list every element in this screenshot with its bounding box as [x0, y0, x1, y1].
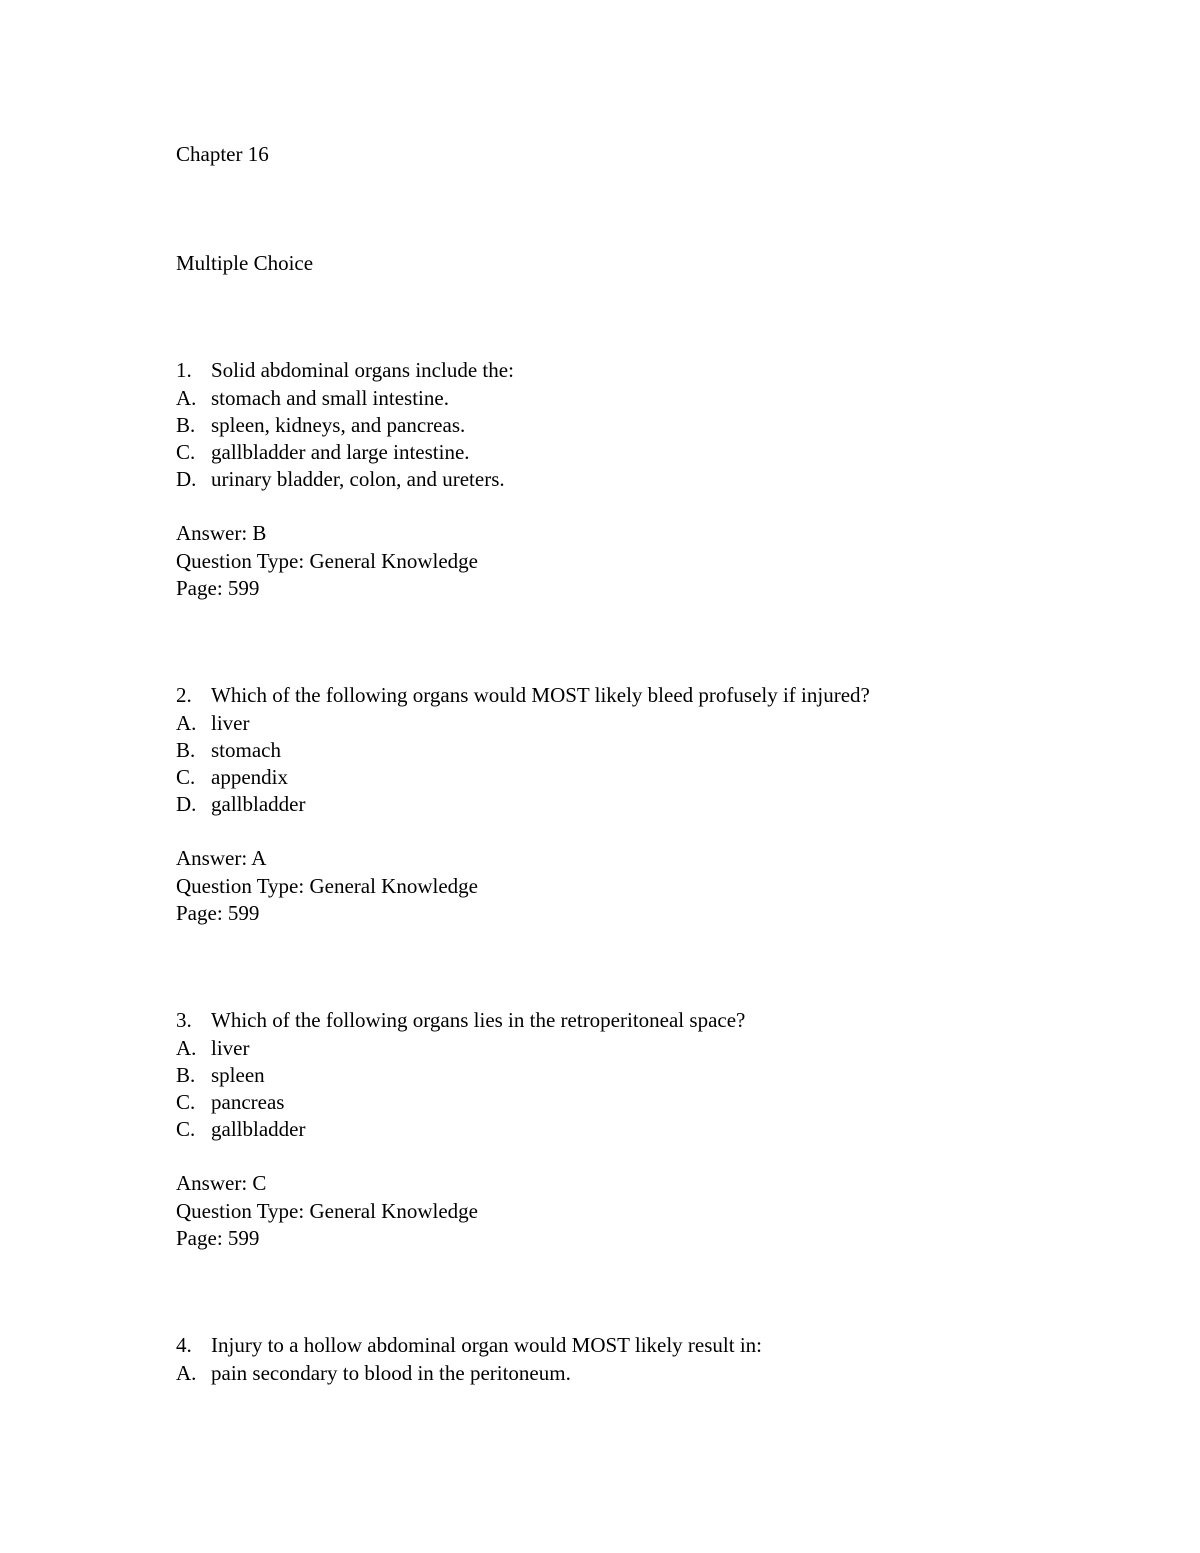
option-3c	[176, 1089, 284, 1116]
option-text: urinary bladder, colon, and ureters.	[211, 467, 505, 491]
question-4	[176, 1332, 762, 1359]
answer-1: Answer: B	[176, 521, 267, 545]
question-text: Which of the following organs lies in the retroperitoneal space?	[211, 1008, 746, 1032]
question-text: Injury to a hollow abdominal organ would MOST likely result in:	[211, 1333, 763, 1357]
option-letter: C.	[176, 765, 196, 789]
question-number: 1.	[176, 358, 192, 382]
page-ref-3: Page: 599	[176, 1226, 260, 1250]
answer-2: Answer: A	[176, 846, 267, 870]
option-letter: A.	[176, 1036, 197, 1060]
section-heading: Multiple Choice	[176, 251, 314, 275]
option-text: gallbladder	[211, 1117, 306, 1141]
option-text: stomach and small intestine.	[211, 386, 449, 410]
option-text: pancreas	[211, 1090, 285, 1114]
page-ref-1: Page: 599	[176, 576, 260, 600]
option-2c	[176, 764, 288, 791]
option-2b	[176, 737, 281, 764]
question-2	[176, 682, 870, 709]
question-number: 4.	[176, 1333, 192, 1357]
option-1c	[176, 439, 470, 466]
option-text: liver	[211, 1036, 250, 1060]
answer-3: Answer: C	[176, 1171, 267, 1195]
option-letter: B.	[176, 738, 196, 762]
option-letter: C.	[176, 1117, 196, 1141]
option-text: spleen	[211, 1063, 265, 1087]
option-3d	[176, 1116, 305, 1143]
option-3b	[176, 1062, 265, 1089]
option-text: pain secondary to blood in the peritoneum.	[211, 1361, 571, 1385]
option-2a	[176, 710, 249, 737]
option-text: gallbladder	[211, 792, 306, 816]
option-letter: B.	[176, 1063, 196, 1087]
question-type-1: Question Type: General Knowledge	[176, 549, 478, 573]
option-letter: A.	[176, 386, 197, 410]
option-3a	[176, 1035, 249, 1062]
option-1b	[176, 412, 465, 439]
page-ref-2: Page: 599	[176, 901, 260, 925]
option-letter: A.	[176, 711, 197, 735]
option-letter: A.	[176, 1361, 197, 1385]
chapter-title: Chapter 16	[176, 142, 269, 166]
option-text: appendix	[211, 765, 288, 789]
option-letter: C.	[176, 440, 196, 464]
option-text: gallbladder and large intestine.	[211, 440, 470, 464]
question-text: Solid abdominal organs include the:	[211, 358, 514, 382]
option-letter: D.	[176, 792, 197, 816]
question-text: Which of the following organs would MOST likely bleed profusely if injured?	[211, 683, 870, 707]
option-letter: B.	[176, 413, 196, 437]
option-1d	[176, 466, 505, 493]
question-1	[176, 357, 514, 384]
option-text: spleen, kidneys, and pancreas.	[211, 413, 466, 437]
question-3	[176, 1007, 745, 1034]
question-number: 2.	[176, 683, 192, 707]
question-type-3: Question Type: General Knowledge	[176, 1199, 478, 1223]
question-number: 3.	[176, 1008, 192, 1032]
option-letter: D.	[176, 467, 197, 491]
option-4a	[176, 1360, 571, 1387]
option-text: stomach	[211, 738, 281, 762]
question-type-2: Question Type: General Knowledge	[176, 874, 478, 898]
option-letter: C.	[176, 1090, 196, 1114]
option-1a	[176, 385, 449, 412]
option-text: liver	[211, 711, 250, 735]
option-2d	[176, 791, 305, 818]
